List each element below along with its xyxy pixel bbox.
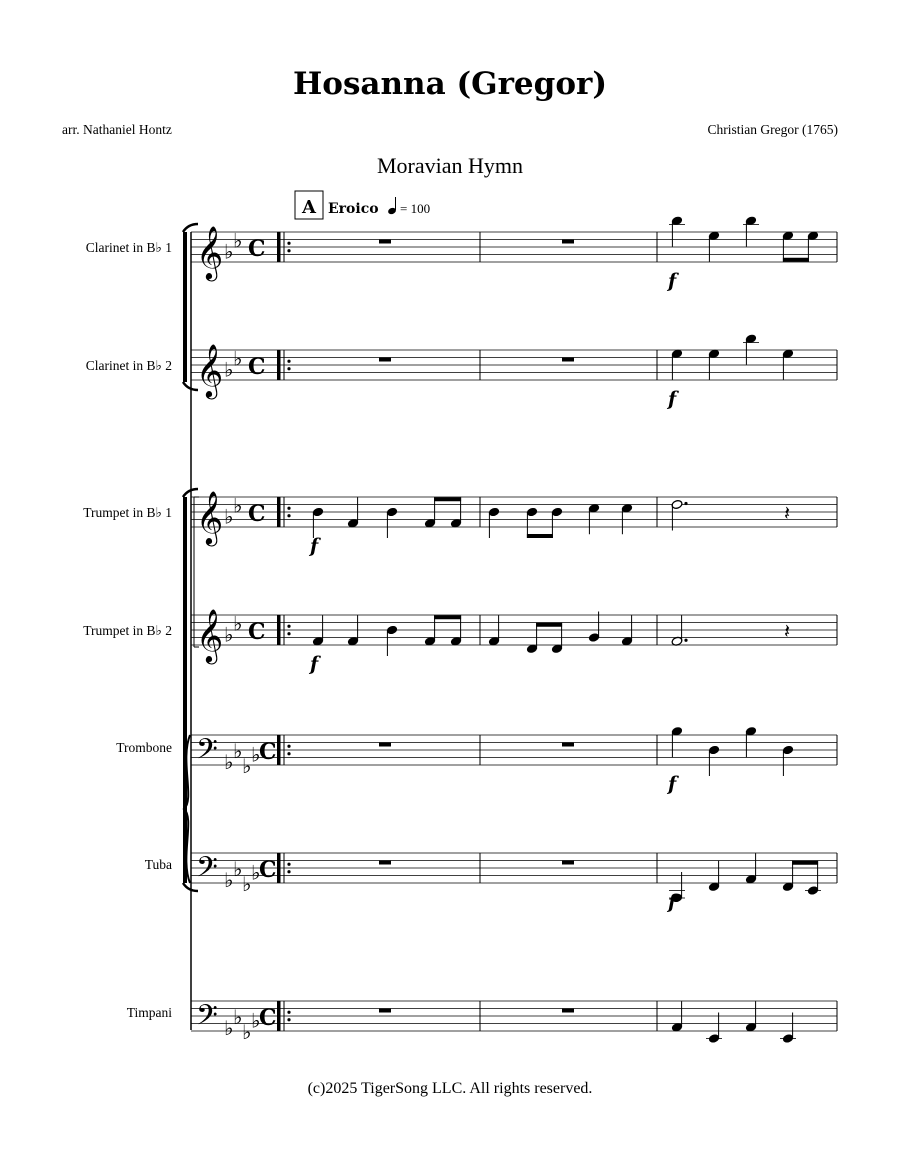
bass-clef-icon: 𝄢 (196, 999, 218, 1039)
note (588, 503, 600, 534)
instrument-name-clarinet-2: Clarinet in B♭ 2 (85, 358, 172, 373)
note (488, 507, 500, 538)
time-signature: C (248, 501, 266, 527)
note (669, 216, 685, 247)
repeat-thick-bar (277, 350, 281, 380)
flat-icon: ♭ (224, 622, 234, 647)
tempo-text: Eroico (328, 201, 379, 217)
dynamic-marking: f (668, 270, 677, 292)
beam (536, 623, 562, 627)
repeat-dot (287, 514, 290, 517)
whole-rest-icon (379, 861, 391, 865)
instrument-name-trumpet-2: Trumpet in B♭ 2 (83, 623, 172, 638)
beam (783, 258, 809, 262)
repeat-thick-bar (277, 497, 281, 527)
flat-icon: ♭ (242, 753, 252, 778)
tempo-bpm: = 100 (400, 201, 431, 216)
quarter-rest-icon: 𝄽 (784, 619, 791, 643)
flat-icon: ♭ (242, 1019, 252, 1044)
beam (434, 615, 461, 619)
staff-0 (191, 225, 837, 281)
note (347, 615, 359, 646)
score-subtitle: Moravian Hymn (376, 153, 524, 178)
note (621, 503, 633, 534)
note (312, 615, 324, 646)
note (743, 334, 759, 365)
flat-icon: ♭ (233, 856, 243, 881)
flat-icon: ♭ (242, 871, 252, 896)
note (621, 615, 633, 646)
repeat-thick-bar (277, 735, 281, 765)
note (671, 726, 683, 757)
beam (434, 497, 461, 501)
arranger-credit: arr. Nathaniel Hontz (62, 122, 172, 137)
treble-clef-icon: 𝄞 (196, 225, 224, 279)
note (671, 1001, 683, 1032)
staff-5 (191, 851, 837, 896)
staves (191, 225, 837, 1044)
whole-rest-icon (379, 358, 391, 362)
whole-rest-icon (379, 240, 391, 244)
whole-rest-icon (562, 1009, 574, 1013)
note (743, 216, 759, 247)
treble-clef-icon: 𝄞 (196, 490, 224, 544)
flat-icon: ♭ (224, 504, 234, 529)
repeat-dot (287, 1018, 290, 1021)
time-signature: C (259, 857, 277, 883)
whole-rest-icon (562, 861, 574, 865)
whole-rest-icon (562, 358, 574, 362)
dynamic-marking: f (310, 653, 319, 675)
note (386, 507, 398, 538)
flat-icon: ♭ (224, 868, 234, 892)
dynamic-marking: f (668, 891, 677, 913)
whole-rest-icon (379, 1009, 391, 1013)
flat-icon: ♭ (224, 357, 234, 382)
dot (684, 502, 687, 505)
note (805, 885, 821, 895)
repeat-thick-bar (277, 232, 281, 262)
instrument-names (83, 240, 172, 1020)
flat-icon: ♭ (233, 738, 243, 763)
note (671, 349, 683, 380)
repeat-thick-bar (277, 615, 281, 645)
note (745, 853, 757, 884)
flat-icon: ♭ (224, 1016, 234, 1040)
repeat-dot (287, 870, 290, 873)
flat-icon: ♭ (251, 860, 261, 885)
beam (527, 534, 553, 538)
note (745, 1001, 757, 1032)
repeat-dot (287, 1011, 290, 1014)
time-signature: C (248, 619, 266, 645)
note (386, 625, 398, 656)
flat-icon: ♭ (251, 742, 261, 767)
flat-icon: ♭ (233, 611, 243, 636)
note (782, 349, 794, 380)
instrument-name-timpani: Timpani (126, 1005, 172, 1020)
whole-rest-icon (379, 743, 391, 747)
note (745, 726, 757, 757)
composer-credit: Christian Gregor (1765) (707, 122, 838, 137)
note (488, 615, 500, 646)
note (708, 745, 720, 776)
treble-clef-icon: 𝄞 (196, 343, 224, 397)
whole-rest-icon (562, 240, 574, 244)
staff-6 (191, 999, 837, 1044)
staff-3 (191, 608, 837, 664)
repeat-dot (287, 625, 290, 628)
note (347, 497, 359, 528)
note (671, 615, 688, 646)
bass-clef-icon: 𝄢 (196, 851, 218, 891)
flat-icon: ♭ (224, 750, 234, 774)
note (708, 861, 720, 892)
time-signature: C (248, 354, 266, 380)
instrument-name-trombone: Trombone (116, 740, 172, 755)
staff-1 (191, 343, 837, 399)
flat-icon: ♭ (233, 1004, 243, 1029)
note (782, 745, 794, 776)
flat-icon: ♭ (233, 346, 243, 371)
quarter-note-icon (387, 197, 397, 215)
tempo-marking (295, 191, 430, 219)
note (312, 507, 324, 538)
dynamic-marking: f (668, 388, 677, 410)
time-signature: C (259, 739, 277, 765)
note (588, 612, 600, 643)
note (708, 349, 720, 380)
dynamic-marking: f (668, 773, 677, 795)
quarter-rest-icon: 𝄽 (784, 501, 791, 525)
flat-icon: ♭ (233, 228, 243, 253)
note (708, 231, 720, 262)
repeat-dot (287, 863, 290, 866)
staff-2 (191, 490, 837, 546)
score-title: Hosanna (Gregor) (292, 66, 607, 102)
flat-icon: ♭ (224, 239, 234, 264)
dynamic-marking: f (310, 535, 319, 557)
dot (684, 639, 687, 642)
time-signature: C (259, 1005, 277, 1031)
flat-icon: ♭ (233, 493, 243, 518)
bass-clef-icon: 𝄢 (196, 733, 218, 773)
whole-rest-icon (562, 743, 574, 747)
repeat-dot (287, 249, 290, 252)
repeat-dot (287, 752, 290, 755)
instrument-name-trumpet-1: Trumpet in B♭ 1 (83, 505, 172, 520)
repeat-thick-bar (277, 1001, 281, 1031)
treble-clef-icon: 𝄞 (196, 608, 224, 662)
rehearsal-mark: A (302, 197, 316, 218)
repeat-dot (287, 360, 290, 363)
repeat-dot (287, 632, 290, 635)
copyright-footer: (c)2025 TigerSong LLC. All rights reserved. (307, 1080, 593, 1097)
repeat-dot (287, 745, 290, 748)
repeat-dot (287, 507, 290, 510)
note (671, 499, 688, 530)
flat-icon: ♭ (251, 1008, 261, 1033)
note (706, 1013, 722, 1044)
repeat-dot (287, 242, 290, 245)
time-signature: C (248, 236, 266, 262)
staff-4 (191, 733, 837, 778)
instrument-name-clarinet-1: Clarinet in B♭ 1 (85, 240, 172, 255)
repeat-thick-bar (277, 853, 281, 883)
instrument-name-tuba: Tuba (144, 857, 172, 872)
note (780, 1013, 796, 1044)
beam (792, 861, 818, 865)
repeat-dot (287, 367, 290, 370)
